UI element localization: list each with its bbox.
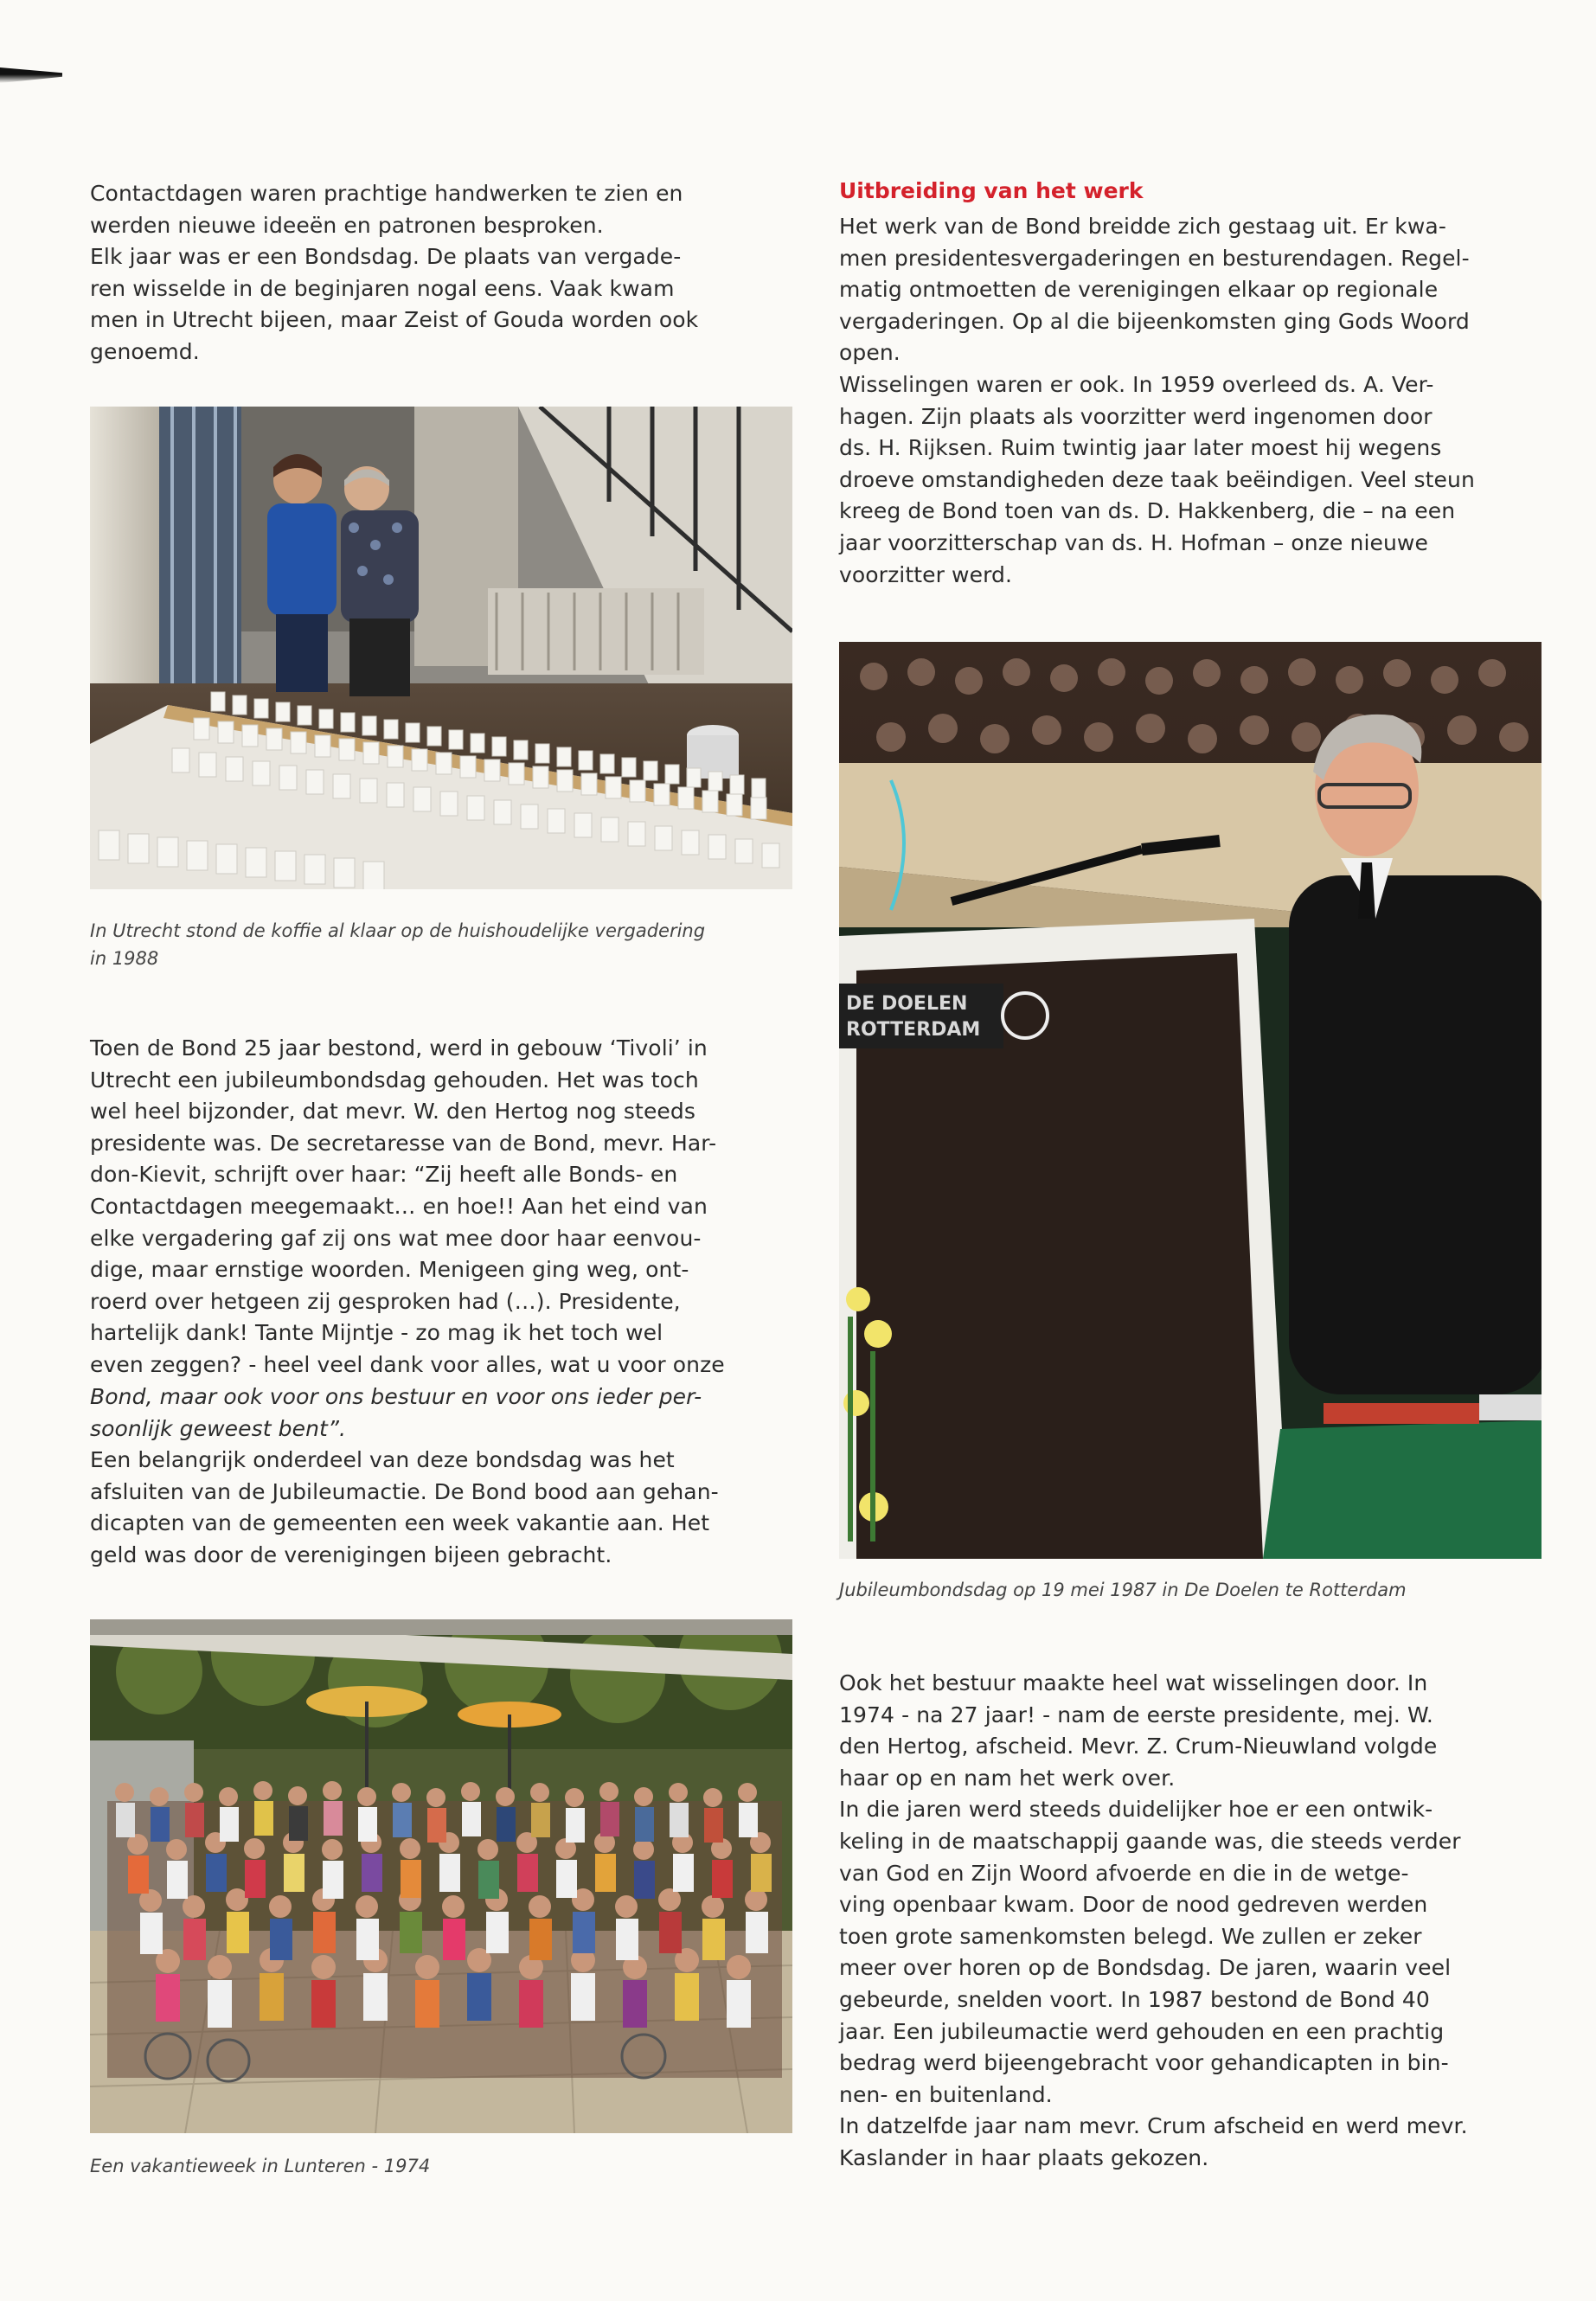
- lectern-sign-line-1: DE DOELEN: [846, 993, 968, 1015]
- left-paragraph-jubileum-italic: Bond, maar ook voor ons bestuur en voor ons ieder per- soonlijk geweest bent”.: [90, 1384, 702, 1441]
- right-paragraph-bestuur: Ook het bestuur maakte heel wat wisselingen door. In 1974 - na 27 jaar! - nam de eerste presidente, mej. W. den Hertog, afscheid. Mevr. Z. Crum-Nieuwland volgde haar op en nam het werk over. In die jaren werd steeds duidelijker hoe er een ontwik- keling in de maatschappij gaande was, die steeds verder van God en Zijn Woord afvoerde en die in de wetge- ving openbaar kwam. Door de nood gedreven werden toen grote samenkomsten belegd. We zullen er zeker meer over horen op de Bondsdag. De jaren, waarin veel gebeurde, snelden voort. In 1987 bestond de Bond 40 jaar. Een jubileumactie werd gehouden en een prachtig bedrag werd bijeengebracht voor gehandicapten in bin- nen- en buitenland. In datzelfde jaar nam mevr. Crum afscheid en werd mevr. Kaslander in haar plaats gekozen.: [839, 1670, 1468, 2170]
- left-paragraph-jubileumactie: Een belangrijk onderdeel van deze bondsdag was het afsluiten van de Jubileumactie. De Bond bood aan gehan- dicapten van de gemeenten een week vakantie aan. Het geld was door de verenigingen bijeen gebracht.: [90, 1447, 719, 1567]
- right-paragraph-uitbreiding: Het werk van de Bond breidde zich gestaag uit. Er kwa- men presidentesvergaderingen en besturendagen. Regel- matig ontmoetten de verenigingen elkaar op regionale vergaderingen. Op al die bijeenkomsten ging Gods Woord open. Wisselingen waren er ook. In 1959 overleed ds. A. Ver- hagen. Zijn plaats als voorzitter werd ingenomen door ds. H. Rijksen. Ruim twintig jaar later moest hij wegens droeve omstandigheden deze taak beëindigen. Veel steun kreeg de Bond toen van ds. D. Hakkenberg, die – na een jaar voorzitterschap van ds. H. Hofman – onze nieuwe voorzitter werd.: [839, 214, 1475, 587]
- left-paragraph-jubileum: Toen de Bond 25 jaar bestond, werd in gebouw ‘Tivoli’ in Utrecht een jubileumbondsdag gehouden. Het was toch wel heel bijzonder, dat mevr. W. den Hertog nog steeds presidente was. De secretaresse van de Bond, mevr. Har- don-Kievit, schrijft over haar: “Zij heeft alle Bonds- en Contactdagen meegemaakt… en hoe!! Aan het eind van elke vergadering gaf zij ons wat mee door haar eenvou- dige, maar ernstige woorden. Menigeen ging weg, ont- roerd over hetgeen zij gesproken had (…). Presidente, hartelijk dank! Tante Mijntje - zo mag ik het toch wel even zeggen? - heel veel dank voor alles, wat u voor onze: [90, 1035, 725, 1377]
- photo-caption-de-doelen: Jubileumbondsdag op 19 mei 1987 in De Doelen te Rotterdam: [839, 1580, 1407, 1600]
- lectern-sign-line-2: ROTTERDAM: [846, 1019, 981, 1041]
- photo-coffee-cups-utrecht: [90, 407, 792, 889]
- photo-group-lunteren: [90, 1619, 792, 2133]
- section-heading: Uitbreiding van het werk: [839, 178, 1144, 203]
- photo-speaker-de-doelen: [839, 642, 1542, 1559]
- left-paragraph-intro: Contactdagen waren prachtige handwerken te zien en werden nieuwe ideeën en patronen besproken. Elk jaar was er een Bondsdag. De plaats van vergade- ren wisselde in de beginjaren nogal eens. Vaak kwam men in Utrecht bijeen, maar Zeist of Gouda worden ook genoemd.: [90, 181, 699, 364]
- photo-caption-utrecht: In Utrecht stond de koffie al klaar op de huishoudelijke vergadering in 1988: [90, 920, 706, 969]
- photo-caption-lunteren: Een vakantieweek in Lunteren - 1974: [90, 2156, 431, 2176]
- page-corner-mark: [0, 67, 62, 83]
